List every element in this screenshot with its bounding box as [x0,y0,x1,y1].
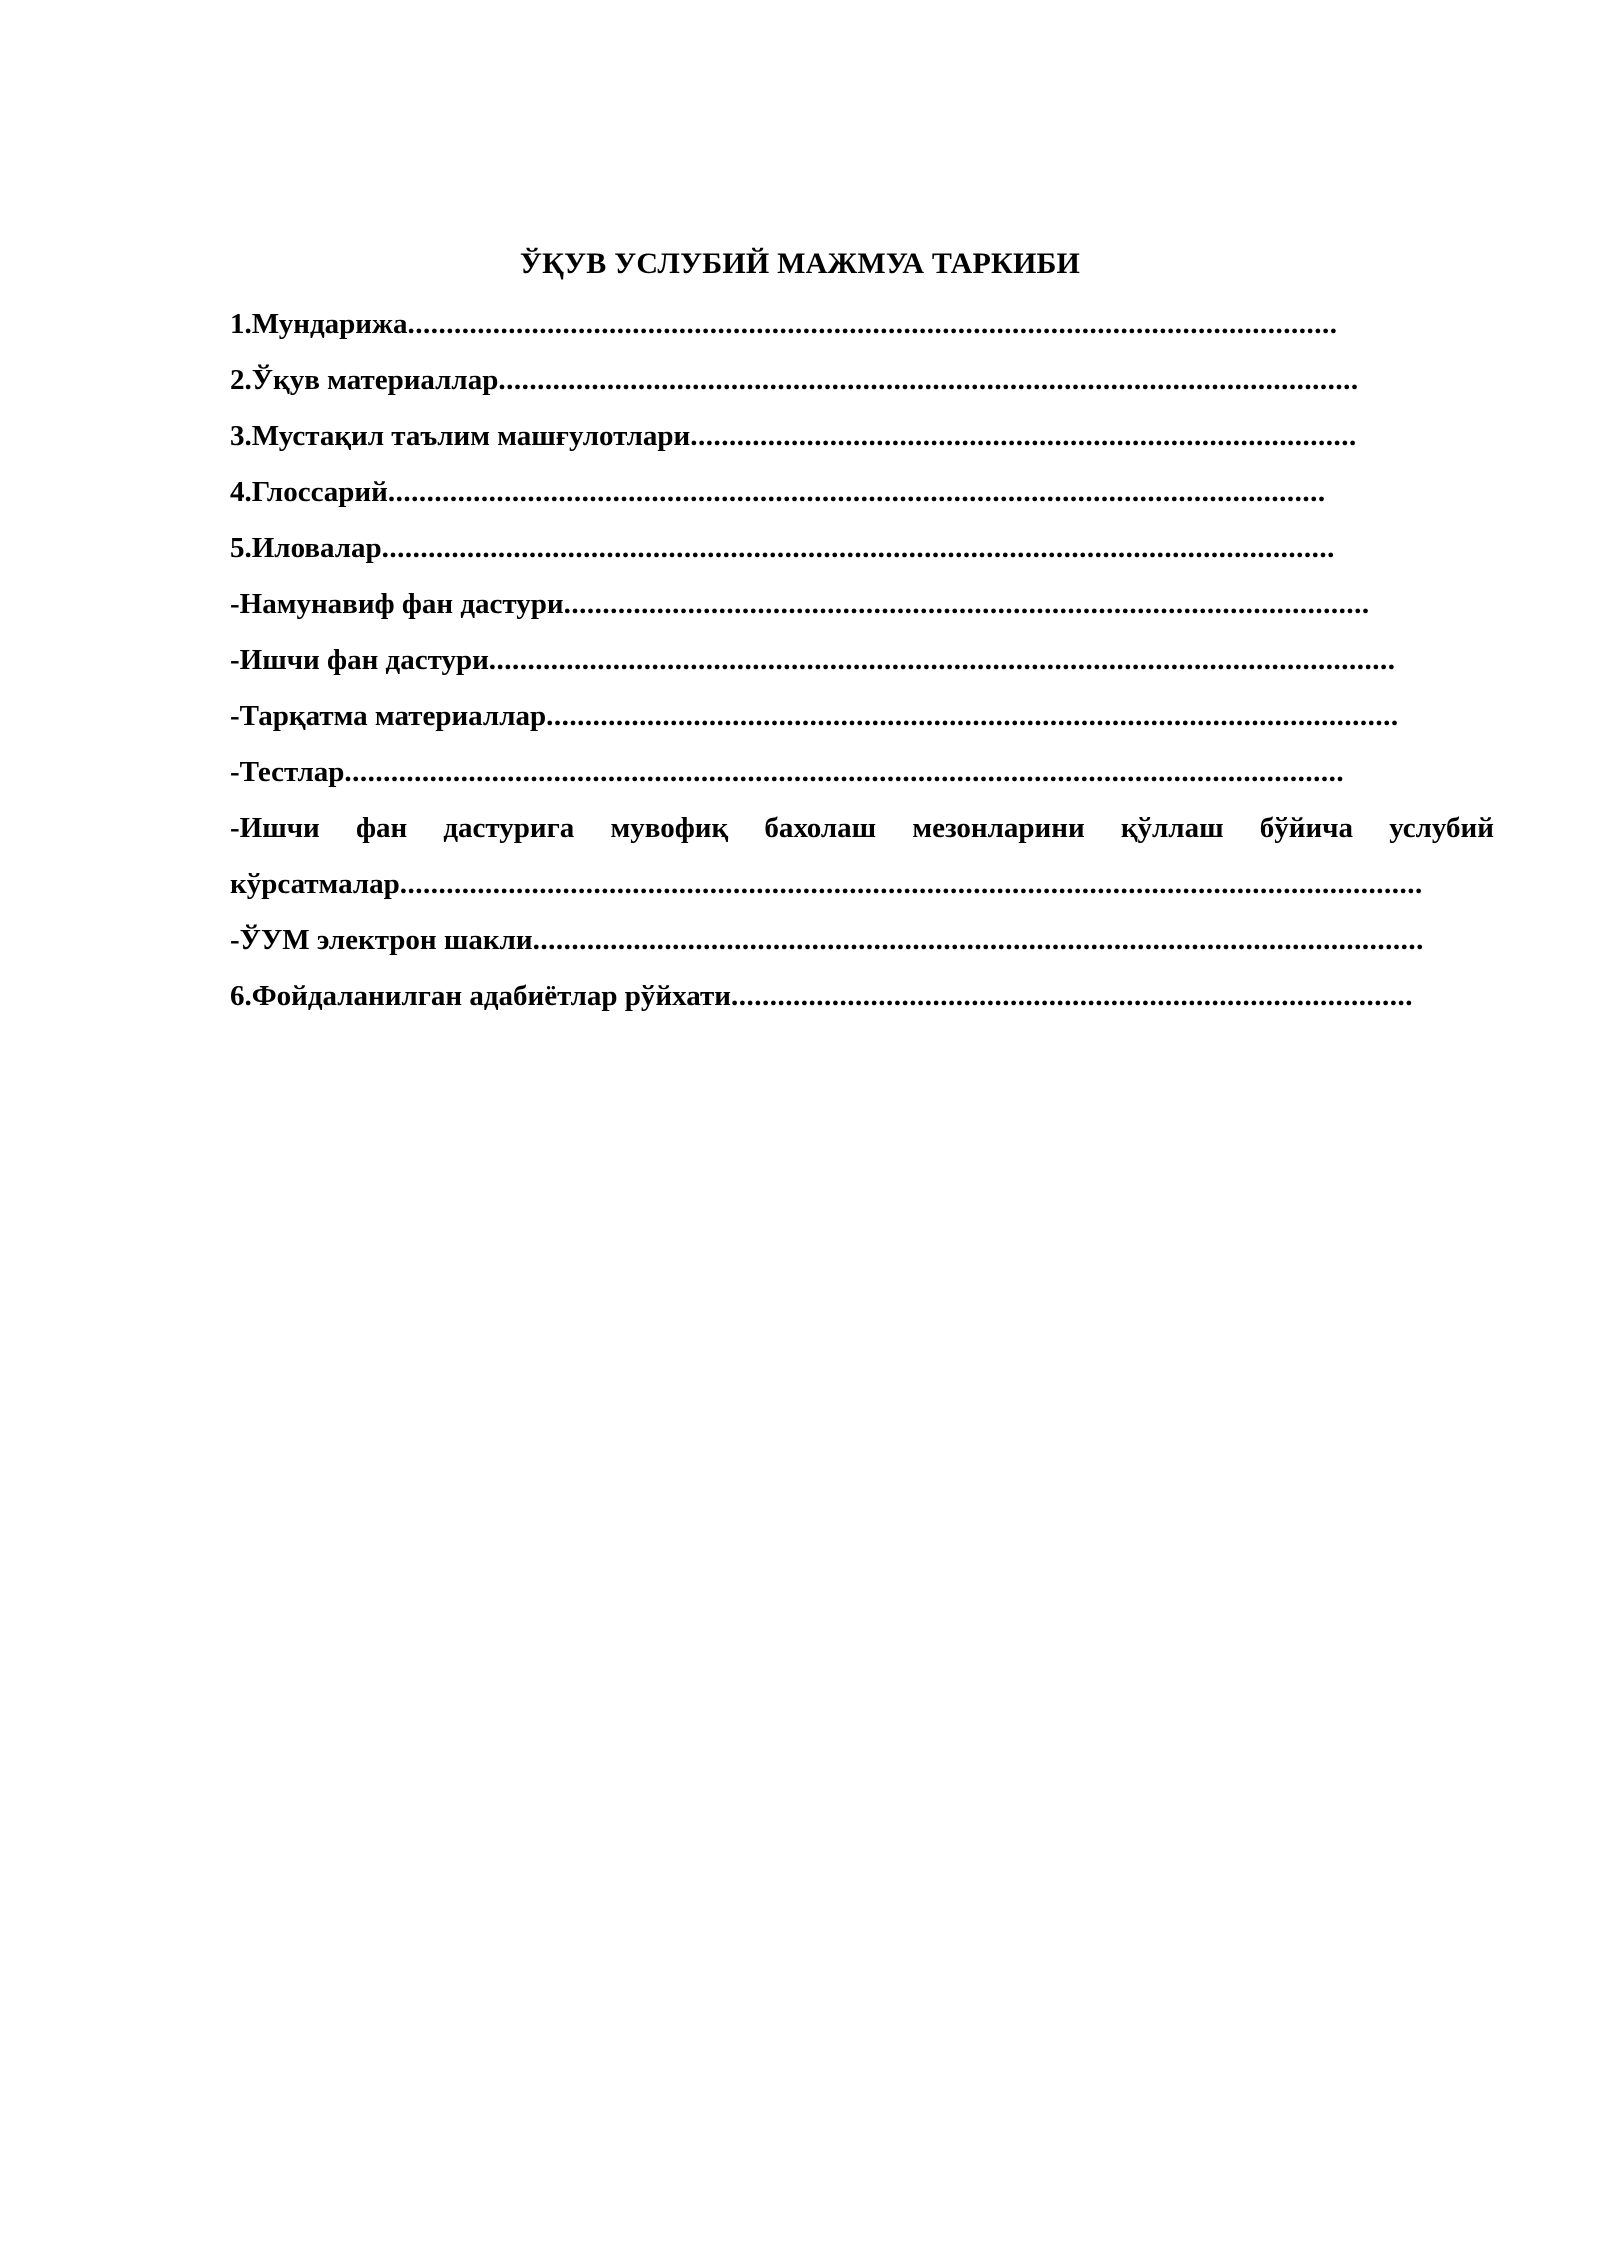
toc-leader-dots: ...................................................................................... [690,420,1357,452]
toc-leader-dots: ................................................................................................................... [532,924,1424,956]
toc-item-label: 3.Мустақил таълим машғулотлари [230,420,691,452]
toc-item-label: 4.Глоссарий [230,476,388,508]
toc-leader-dots: ......................................................................................................................... [387,476,1326,508]
document-title: ЎҚУВ УСЛУБИЙ МАЖМУА ТАРКИБИ [519,247,1081,280]
toc-item-handouts [230,694,1494,750]
toc-word: фан [355,812,408,844]
toc-leader-dots: ........................................................................................................................... [381,532,1335,564]
toc-word: дастурига [443,812,575,844]
toc-word: бўйича [1259,812,1354,844]
toc-leader-dots: ............................................................................................................... [498,364,1359,396]
toc-item-glossary [230,470,1494,526]
toc-item-assessment-guidelines [230,806,1494,862]
toc-word: бахолаш [764,812,877,844]
toc-item-electronic-form [230,918,1494,974]
toc-leader-dots: ........................................................................................ [730,980,1413,1012]
toc-item-model-program [230,582,1494,638]
toc-item-study-materials [230,358,1494,414]
toc-item-label: 2.Ўқув материаллар [230,364,499,396]
toc-leader-dots: ........................................................................................................ [563,588,1370,620]
toc-leader-dots: .................................................................................................................................... [399,868,1423,900]
toc-item-label: -ЎУМ электрон шакли [230,924,533,956]
toc-leader-dots: ................................................................................................................................. [344,756,1345,788]
toc-word: қўллаш [1120,812,1224,844]
toc-item-label: -Ишчи фан дастури [230,644,489,676]
toc-item-label: кўрсатмалар [230,868,400,900]
toc-word: услубий [1389,812,1494,844]
table-of-contents [230,302,1494,1030]
toc-word: мезонларини [912,812,1085,844]
toc-item-assessment-guidelines-cont [230,862,1494,918]
toc-item-tests [230,750,1494,806]
toc-leader-dots: ..................................................................................................................... [488,644,1396,676]
toc-item-label: 6.Фойдаланилган адабиётлар рўйхати [230,980,731,1012]
toc-item-label: 1.Мундарижа [230,308,408,340]
toc-item-references [230,974,1494,1030]
toc-leader-dots: .............................................................................................................. [546,700,1399,732]
toc-item-independent-study [230,414,1494,470]
toc-item-working-program [230,638,1494,694]
toc-item-label: -Тестлар [230,756,345,788]
toc-item-appendices [230,526,1494,582]
toc-leader-dots: ........................................................................................................................ [407,308,1338,340]
toc-item-label: -Тарқатма материаллар [230,700,547,732]
toc-item-label: -Намунавиф фан дастури [230,588,564,620]
toc-word: -Ишчи [230,812,320,844]
toc-item-label: 5.Иловалар [230,532,382,564]
toc-word: мувофиқ [610,812,729,844]
toc-item-contents [230,302,1494,358]
